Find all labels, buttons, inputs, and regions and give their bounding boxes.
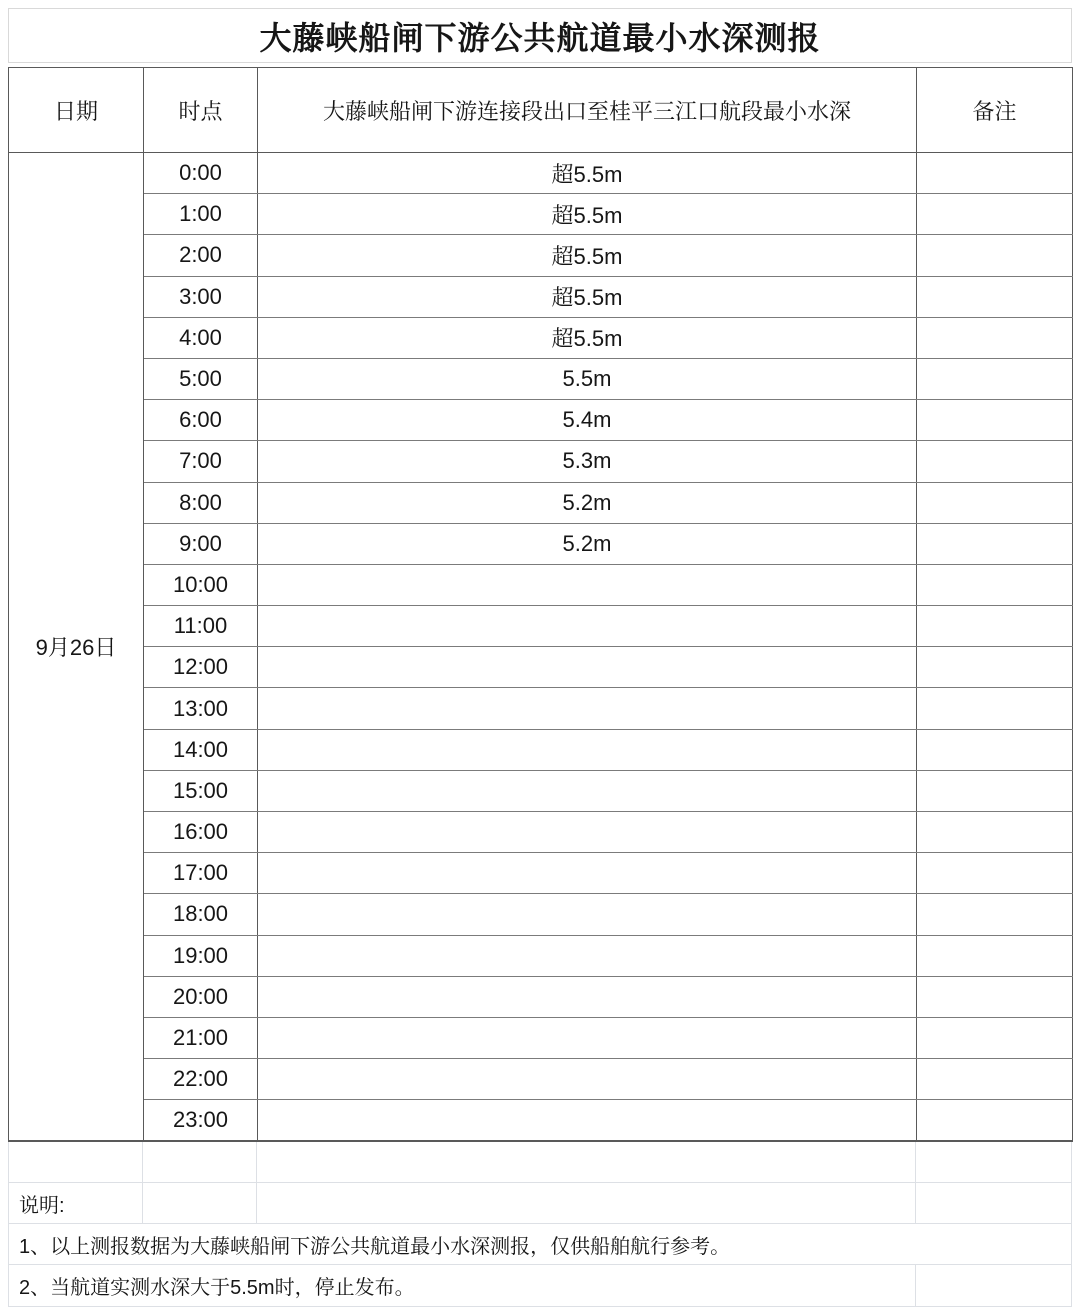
time-cell: 22:00 (144, 1059, 258, 1100)
remark-cell (917, 894, 1073, 935)
depth-cell: 5.2m (258, 482, 917, 523)
table-row (9, 812, 1073, 853)
table-row (9, 606, 1073, 647)
remark-cell (917, 770, 1073, 811)
remark-cell (917, 564, 1073, 605)
note-1-text: 1、以上测报数据为大藤峡船闸下游公共航道最小水深测报，仅供船舶航行参考。 (8, 1224, 1072, 1265)
remark-cell (917, 194, 1073, 235)
time-cell: 11:00 (144, 606, 258, 647)
table-row (9, 400, 1073, 441)
table-row (9, 770, 1073, 811)
time-cell: 10:00 (144, 564, 258, 605)
time-cell: 5:00 (144, 358, 258, 399)
remark-cell (917, 935, 1073, 976)
depth-cell (258, 606, 917, 647)
table-row (9, 1059, 1073, 1100)
time-cell: 17:00 (144, 853, 258, 894)
time-cell: 6:00 (144, 400, 258, 441)
table-row (9, 523, 1073, 564)
table-row (9, 647, 1073, 688)
date-cell: 9月26日 (9, 153, 144, 1142)
depth-cell: 超5.5m (258, 194, 917, 235)
table-row (9, 235, 1073, 276)
header-remark: 备注 (917, 68, 1073, 153)
remark-cell (917, 1100, 1073, 1141)
spacer-cell (916, 1142, 1072, 1183)
time-cell: 18:00 (144, 894, 258, 935)
time-cell: 4:00 (144, 317, 258, 358)
header-row (9, 68, 1073, 153)
header-depth: 大藤峡船闸下游连接段出口至桂平三江口航段最小水深 (258, 68, 917, 153)
table-row (9, 153, 1073, 194)
remark-cell (917, 729, 1073, 770)
depth-cell (258, 976, 917, 1017)
depth-table (8, 67, 1073, 1142)
spacer-cell (8, 1142, 143, 1183)
footer-section (8, 1142, 1072, 1307)
remark-cell (917, 400, 1073, 441)
remark-cell (917, 976, 1073, 1017)
remark-cell (917, 523, 1073, 564)
table-row (9, 317, 1073, 358)
spacer-cell (257, 1142, 916, 1183)
depth-cell (258, 1059, 917, 1100)
time-cell: 2:00 (144, 235, 258, 276)
remark-cell (917, 853, 1073, 894)
depth-cell (258, 894, 917, 935)
header-time: 时点 (144, 68, 258, 153)
time-cell: 16:00 (144, 812, 258, 853)
spacer-cell (916, 1265, 1072, 1307)
depth-cell: 5.5m (258, 358, 917, 399)
depth-cell (258, 647, 917, 688)
remark-cell (917, 317, 1073, 358)
depth-cell: 超5.5m (258, 153, 917, 194)
remark-cell (917, 358, 1073, 399)
depth-cell: 超5.5m (258, 317, 917, 358)
depth-cell (258, 1017, 917, 1058)
time-cell: 12:00 (144, 647, 258, 688)
depth-cell (258, 770, 917, 811)
time-cell: 7:00 (144, 441, 258, 482)
spacer-row (8, 1142, 1072, 1183)
time-cell: 9:00 (144, 523, 258, 564)
table-row (9, 1100, 1073, 1141)
time-cell: 15:00 (144, 770, 258, 811)
remark-cell (917, 153, 1073, 194)
depth-cell: 超5.5m (258, 276, 917, 317)
remark-cell (917, 276, 1073, 317)
remark-cell (917, 1059, 1073, 1100)
note-row-1 (8, 1224, 1072, 1265)
depth-cell (258, 1100, 917, 1141)
table-row (9, 894, 1073, 935)
depth-cell (258, 564, 917, 605)
spacer-cell (143, 1183, 257, 1224)
remark-cell (917, 606, 1073, 647)
table-row (9, 935, 1073, 976)
notes-label-row (8, 1183, 1072, 1224)
remark-cell (917, 688, 1073, 729)
spacer-cell (916, 1183, 1072, 1224)
report-title: 大藤峡船闸下游公共航道最小水深测报 (8, 8, 1072, 63)
depth-cell (258, 812, 917, 853)
depth-cell (258, 853, 917, 894)
spacer-cell (257, 1183, 916, 1224)
remark-cell (917, 1017, 1073, 1058)
time-cell: 21:00 (144, 1017, 258, 1058)
remark-cell (917, 647, 1073, 688)
depth-cell: 5.2m (258, 523, 917, 564)
table-row (9, 276, 1073, 317)
depth-cell (258, 935, 917, 976)
time-cell: 19:00 (144, 935, 258, 976)
table-row (9, 564, 1073, 605)
depth-cell (258, 729, 917, 770)
table-row (9, 358, 1073, 399)
table-row (9, 853, 1073, 894)
time-cell: 0:00 (144, 153, 258, 194)
table-row (9, 1017, 1073, 1058)
time-cell: 13:00 (144, 688, 258, 729)
table-row (9, 482, 1073, 523)
depth-cell: 超5.5m (258, 235, 917, 276)
table-row (9, 688, 1073, 729)
note-2-text: 2、当航道实测水深大于5.5m时，停止发布。 (8, 1265, 916, 1307)
time-cell: 14:00 (144, 729, 258, 770)
spacer-cell (143, 1142, 257, 1183)
remark-cell (917, 482, 1073, 523)
notes-label: 说明: (8, 1183, 143, 1224)
time-cell: 1:00 (144, 194, 258, 235)
time-cell: 23:00 (144, 1100, 258, 1141)
depth-cell: 5.3m (258, 441, 917, 482)
depth-cell: 5.4m (258, 400, 917, 441)
table-row (9, 194, 1073, 235)
depth-cell (258, 688, 917, 729)
remark-cell (917, 812, 1073, 853)
note-row-2 (8, 1265, 1072, 1307)
table-row (9, 976, 1073, 1017)
remark-cell (917, 235, 1073, 276)
time-cell: 8:00 (144, 482, 258, 523)
table-row (9, 729, 1073, 770)
table-row (9, 441, 1073, 482)
remark-cell (917, 441, 1073, 482)
time-cell: 20:00 (144, 976, 258, 1017)
header-date: 日期 (9, 68, 144, 153)
time-cell: 3:00 (144, 276, 258, 317)
